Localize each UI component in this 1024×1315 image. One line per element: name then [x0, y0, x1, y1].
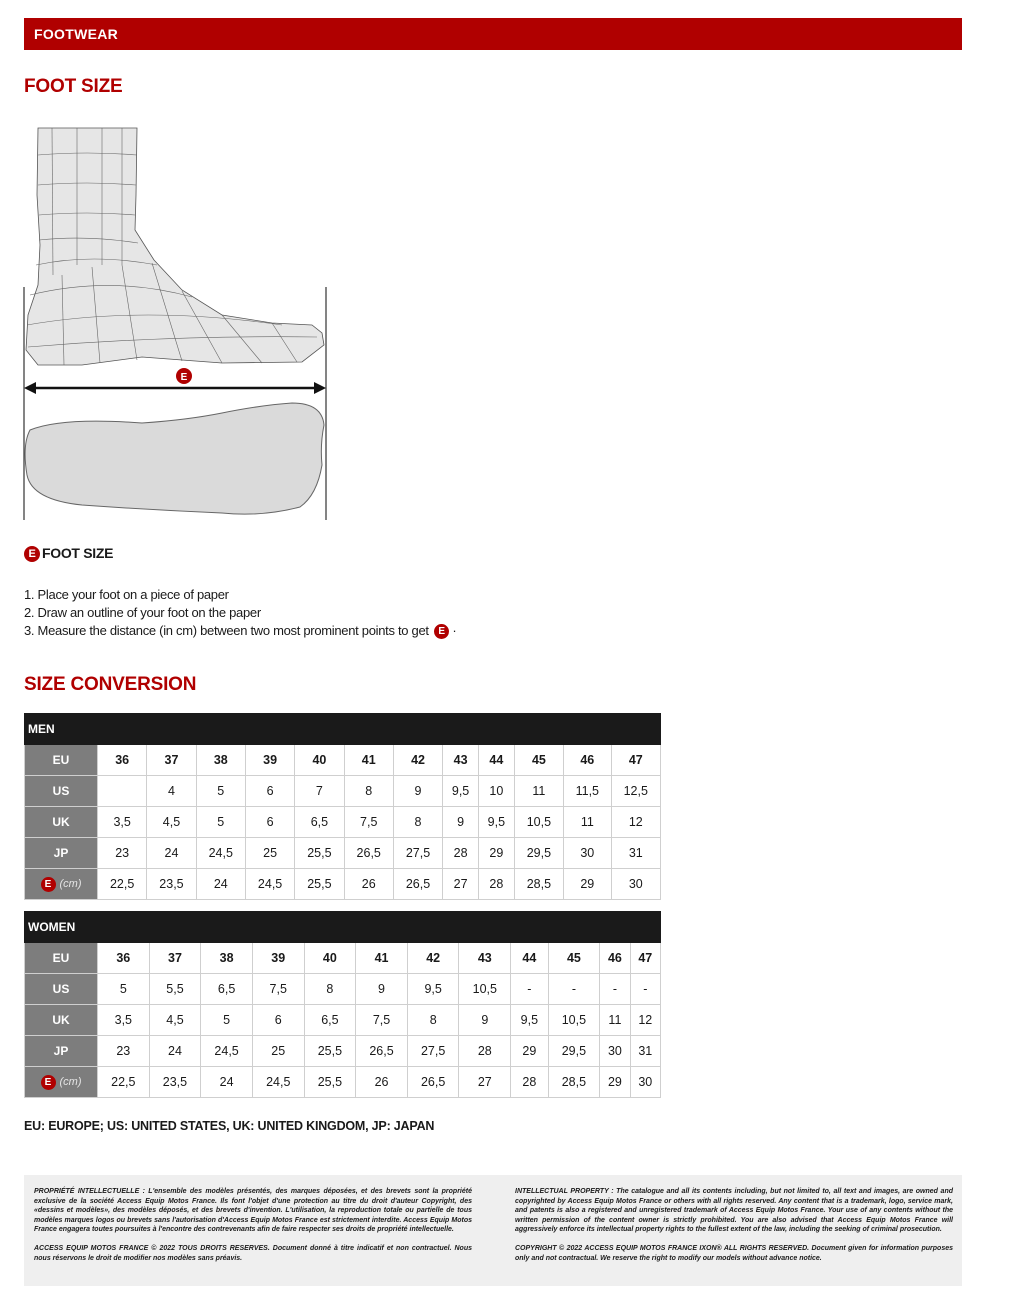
size-cell: 4 — [147, 776, 196, 807]
size-cell: 7 — [295, 776, 344, 807]
size-cell: 5 — [201, 1005, 253, 1036]
size-cell: 23,5 — [147, 869, 196, 900]
row-label: E (cm) — [25, 869, 98, 900]
size-cell: 39 — [245, 745, 294, 776]
size-cell: 38 — [196, 745, 245, 776]
measure-badge: E — [41, 877, 56, 892]
row-label: JP — [25, 1036, 98, 1067]
measure-badge: E — [180, 372, 188, 383]
size-cell: 43 — [459, 943, 511, 974]
size-cell: 9,5 — [478, 807, 514, 838]
table-row — [25, 943, 661, 974]
size-cell: 30 — [630, 1067, 660, 1098]
size-cell: 27,5 — [407, 1036, 459, 1067]
size-cell: 28 — [459, 1036, 511, 1067]
size-cell: 8 — [304, 974, 356, 1005]
size-cell: 24,5 — [245, 869, 294, 900]
size-cell: 41 — [356, 943, 408, 974]
size-cell: 30 — [600, 1036, 630, 1067]
size-cell: 12,5 — [611, 776, 660, 807]
size-cell: 9,5 — [443, 776, 479, 807]
size-cell: 7,5 — [252, 974, 304, 1005]
size-cell: 3,5 — [98, 807, 147, 838]
size-cell: 41 — [344, 745, 393, 776]
size-cell: 29 — [511, 1036, 548, 1067]
size-cell: 24,5 — [252, 1067, 304, 1098]
legal-footer — [24, 1175, 962, 1286]
size-cell: 5 — [98, 974, 150, 1005]
size-cell: 5,5 — [149, 974, 201, 1005]
size-cell: 11 — [600, 1005, 630, 1036]
size-cell: 27,5 — [393, 838, 442, 869]
size-cell: 8 — [407, 1005, 459, 1036]
size-cell: 6,5 — [201, 974, 253, 1005]
size-cell: 10,5 — [459, 974, 511, 1005]
row-label: UK — [25, 807, 98, 838]
women-size-table — [24, 911, 661, 1098]
foot-mesh-illustration — [26, 128, 324, 365]
foot-size-label: E FOOT SIZE — [24, 545, 113, 562]
foot-size-title: FOOT SIZE — [24, 76, 123, 97]
row-label: EU — [25, 745, 98, 776]
size-cell: 26,5 — [407, 1067, 459, 1098]
size-cell: 10 — [478, 776, 514, 807]
step-1: 1. Place your foot on a piece of paper — [24, 587, 229, 602]
size-cell: 28 — [443, 838, 479, 869]
size-cell: 46 — [564, 745, 611, 776]
size-cell: 23 — [98, 1036, 150, 1067]
table-row — [25, 776, 661, 807]
size-cell: 39 — [252, 943, 304, 974]
step-3: 3. Measure the distance (in cm) between two most prominent points to get E · — [24, 623, 457, 638]
size-cell: 10,5 — [548, 1005, 600, 1036]
size-cell: 30 — [611, 869, 660, 900]
size-cell: 28 — [478, 869, 514, 900]
size-cell: 10,5 — [514, 807, 563, 838]
size-cell: 26,5 — [344, 838, 393, 869]
size-cell: 22,5 — [98, 1067, 150, 1098]
size-cell: - — [548, 974, 600, 1005]
size-cell: 24 — [149, 1036, 201, 1067]
foot-measurement-diagram — [22, 125, 332, 522]
size-cell: 5 — [196, 807, 245, 838]
size-cell: 4,5 — [147, 807, 196, 838]
size-cell: 6 — [245, 776, 294, 807]
size-cell: 26,5 — [393, 869, 442, 900]
size-cell: 29 — [564, 869, 611, 900]
size-cell: 29,5 — [514, 838, 563, 869]
size-cell: - — [630, 974, 660, 1005]
size-cell: 25,5 — [304, 1036, 356, 1067]
size-cell: 30 — [564, 838, 611, 869]
table-row — [25, 838, 661, 869]
size-cell: 31 — [630, 1036, 660, 1067]
size-cell: 9 — [393, 776, 442, 807]
size-cell: 36 — [98, 943, 150, 974]
size-cell: 29,5 — [548, 1036, 600, 1067]
size-cell: 40 — [304, 943, 356, 974]
row-label: E (cm) — [25, 1067, 98, 1098]
table-row — [25, 974, 661, 1005]
size-cell: 45 — [548, 943, 600, 974]
size-cell: - — [511, 974, 548, 1005]
size-cell: 26 — [344, 869, 393, 900]
size-cell: 44 — [478, 745, 514, 776]
size-cell: - — [600, 974, 630, 1005]
size-cell: 7,5 — [356, 1005, 408, 1036]
size-cell: 6 — [245, 807, 294, 838]
row-label: UK — [25, 1005, 98, 1036]
size-cell: 9 — [443, 807, 479, 838]
size-cell: 36 — [98, 745, 147, 776]
size-cell: 28,5 — [548, 1067, 600, 1098]
size-cell: 25 — [252, 1036, 304, 1067]
size-cell: 42 — [407, 943, 459, 974]
size-cell: 9 — [356, 974, 408, 1005]
row-label: US — [25, 776, 98, 807]
row-label: EU — [25, 943, 98, 974]
size-cell: 44 — [511, 943, 548, 974]
size-cell: 31 — [611, 838, 660, 869]
footer-english: INTELLECTUAL PROPERTY : The catalogue and all its contents including, but not limited to, all text and images, are owned and copyrighted by Access Equip Motos France or others with all rights reserved. Any content that is a trademark, logo, service mark, and patents is also a registered and unregistered trademark of Access Equip Motos France. Your use of any contents without the written permission of the content owner is strictly prohibited. You are also advised that Access Equip Motos France will aggressively enforce its intellectual property rights to the fullest extent of the law, including the seeking of criminal prosecution. COPYRIGHT © 2022 ACCESS EQUIP MOTOS FRANCE IXON® ALL RIGHTS RESERVED. Document given for information purposes only and not contractual. We reserve the right to modify our models without advance notice. — [515, 1188, 953, 1262]
size-cell: 22,5 — [98, 869, 147, 900]
size-cell: 4,5 — [149, 1005, 201, 1036]
size-cell: 6 — [252, 1005, 304, 1036]
men-size-table — [24, 713, 661, 900]
table-row — [25, 1005, 661, 1036]
size-cell: 24 — [196, 869, 245, 900]
table-group-header: WOMEN — [25, 912, 661, 943]
size-cell: 45 — [514, 745, 563, 776]
size-cell: 47 — [611, 745, 660, 776]
size-cell: 25 — [245, 838, 294, 869]
footprint-outline — [25, 403, 324, 514]
size-cell: 25,5 — [304, 1067, 356, 1098]
table-row — [25, 1067, 661, 1098]
size-cell: 9,5 — [511, 1005, 548, 1036]
size-cell: 47 — [630, 943, 660, 974]
size-cell: 9 — [459, 1005, 511, 1036]
table-group-header: MEN — [25, 714, 661, 745]
size-cell: 6,5 — [295, 807, 344, 838]
size-cell: 29 — [600, 1067, 630, 1098]
size-cell: 5 — [196, 776, 245, 807]
size-cell: 24,5 — [196, 838, 245, 869]
size-cell: 25,5 — [295, 838, 344, 869]
measure-badge: E — [434, 624, 449, 639]
size-cell: 37 — [149, 943, 201, 974]
size-cell: 8 — [393, 807, 442, 838]
size-cell: 26 — [356, 1067, 408, 1098]
size-cell: 26,5 — [356, 1036, 408, 1067]
table-row — [25, 1036, 661, 1067]
section-banner: FOOTWEAR — [24, 18, 962, 50]
size-cell: 12 — [611, 807, 660, 838]
size-cell: 27 — [459, 1067, 511, 1098]
size-cell: 7,5 — [344, 807, 393, 838]
size-cell: 43 — [443, 745, 479, 776]
size-cell: 11 — [564, 807, 611, 838]
size-cell: 46 — [600, 943, 630, 974]
size-cell: 42 — [393, 745, 442, 776]
size-conversion-title: SIZE CONVERSION — [24, 674, 197, 695]
size-legend: EU: EUROPE; US: UNITED STATES, UK: UNITED KINGDOM, JP: JAPAN — [24, 1119, 435, 1133]
step-2: 2. Draw an outline of your foot on the paper — [24, 605, 261, 620]
table-row — [25, 807, 661, 838]
size-cell: 25,5 — [295, 869, 344, 900]
size-cell: 24 — [201, 1067, 253, 1098]
size-cell: 6,5 — [304, 1005, 356, 1036]
size-cell: 24 — [147, 838, 196, 869]
size-cell: 38 — [201, 943, 253, 974]
size-cell: 40 — [295, 745, 344, 776]
size-cell: 28,5 — [514, 869, 563, 900]
size-cell: 27 — [443, 869, 479, 900]
size-cell: 23 — [98, 838, 147, 869]
size-cell: 24,5 — [201, 1036, 253, 1067]
size-cell: 3,5 — [98, 1005, 150, 1036]
size-cell — [98, 776, 147, 807]
measurement-steps — [24, 586, 456, 640]
size-cell: 12 — [630, 1005, 660, 1036]
table-row — [25, 745, 661, 776]
measure-badge: E — [41, 1075, 56, 1090]
size-cell: 23,5 — [149, 1067, 201, 1098]
footer-french: PROPRIÉTÉ INTELLECTUELLE : L'ensemble des modèles présentés, des marques déposées, et des brevets sont la propriété exclusive de la société Access Equip Motos France. Ils font l'objet d'une protection au titre du droit d'auteur Copyright, des «dessins et modèles», des modèles déposés, et des brevets d'invention. L'utilisation, la reproduction totale ou partielle de tous modèles marques logos ou brevets sans l'autorisation d'Access Equip Motos France est strictement interdite. Access Equip Motos France engagera toutes poursuites à l'encontre des contrevenants afin de faire respecter ses droits de propriété intellectuelle. ACCESS EQUIP MOTOS FRANCE © 2022 TOUS DROITS RESERVES. Document donné à titre indicatif et non contractuel. Nous nous réservons le droit de modifier nos modèles sans préavis. — [34, 1188, 472, 1262]
size-cell: 11 — [514, 776, 563, 807]
size-cell: 8 — [344, 776, 393, 807]
size-cell: 11,5 — [564, 776, 611, 807]
size-cell: 9,5 — [407, 974, 459, 1005]
size-cell: 37 — [147, 745, 196, 776]
table-row — [25, 869, 661, 900]
measure-badge: E — [24, 546, 40, 562]
size-cell: 29 — [478, 838, 514, 869]
row-label: JP — [25, 838, 98, 869]
row-label: US — [25, 974, 98, 1005]
size-cell: 28 — [511, 1067, 548, 1098]
